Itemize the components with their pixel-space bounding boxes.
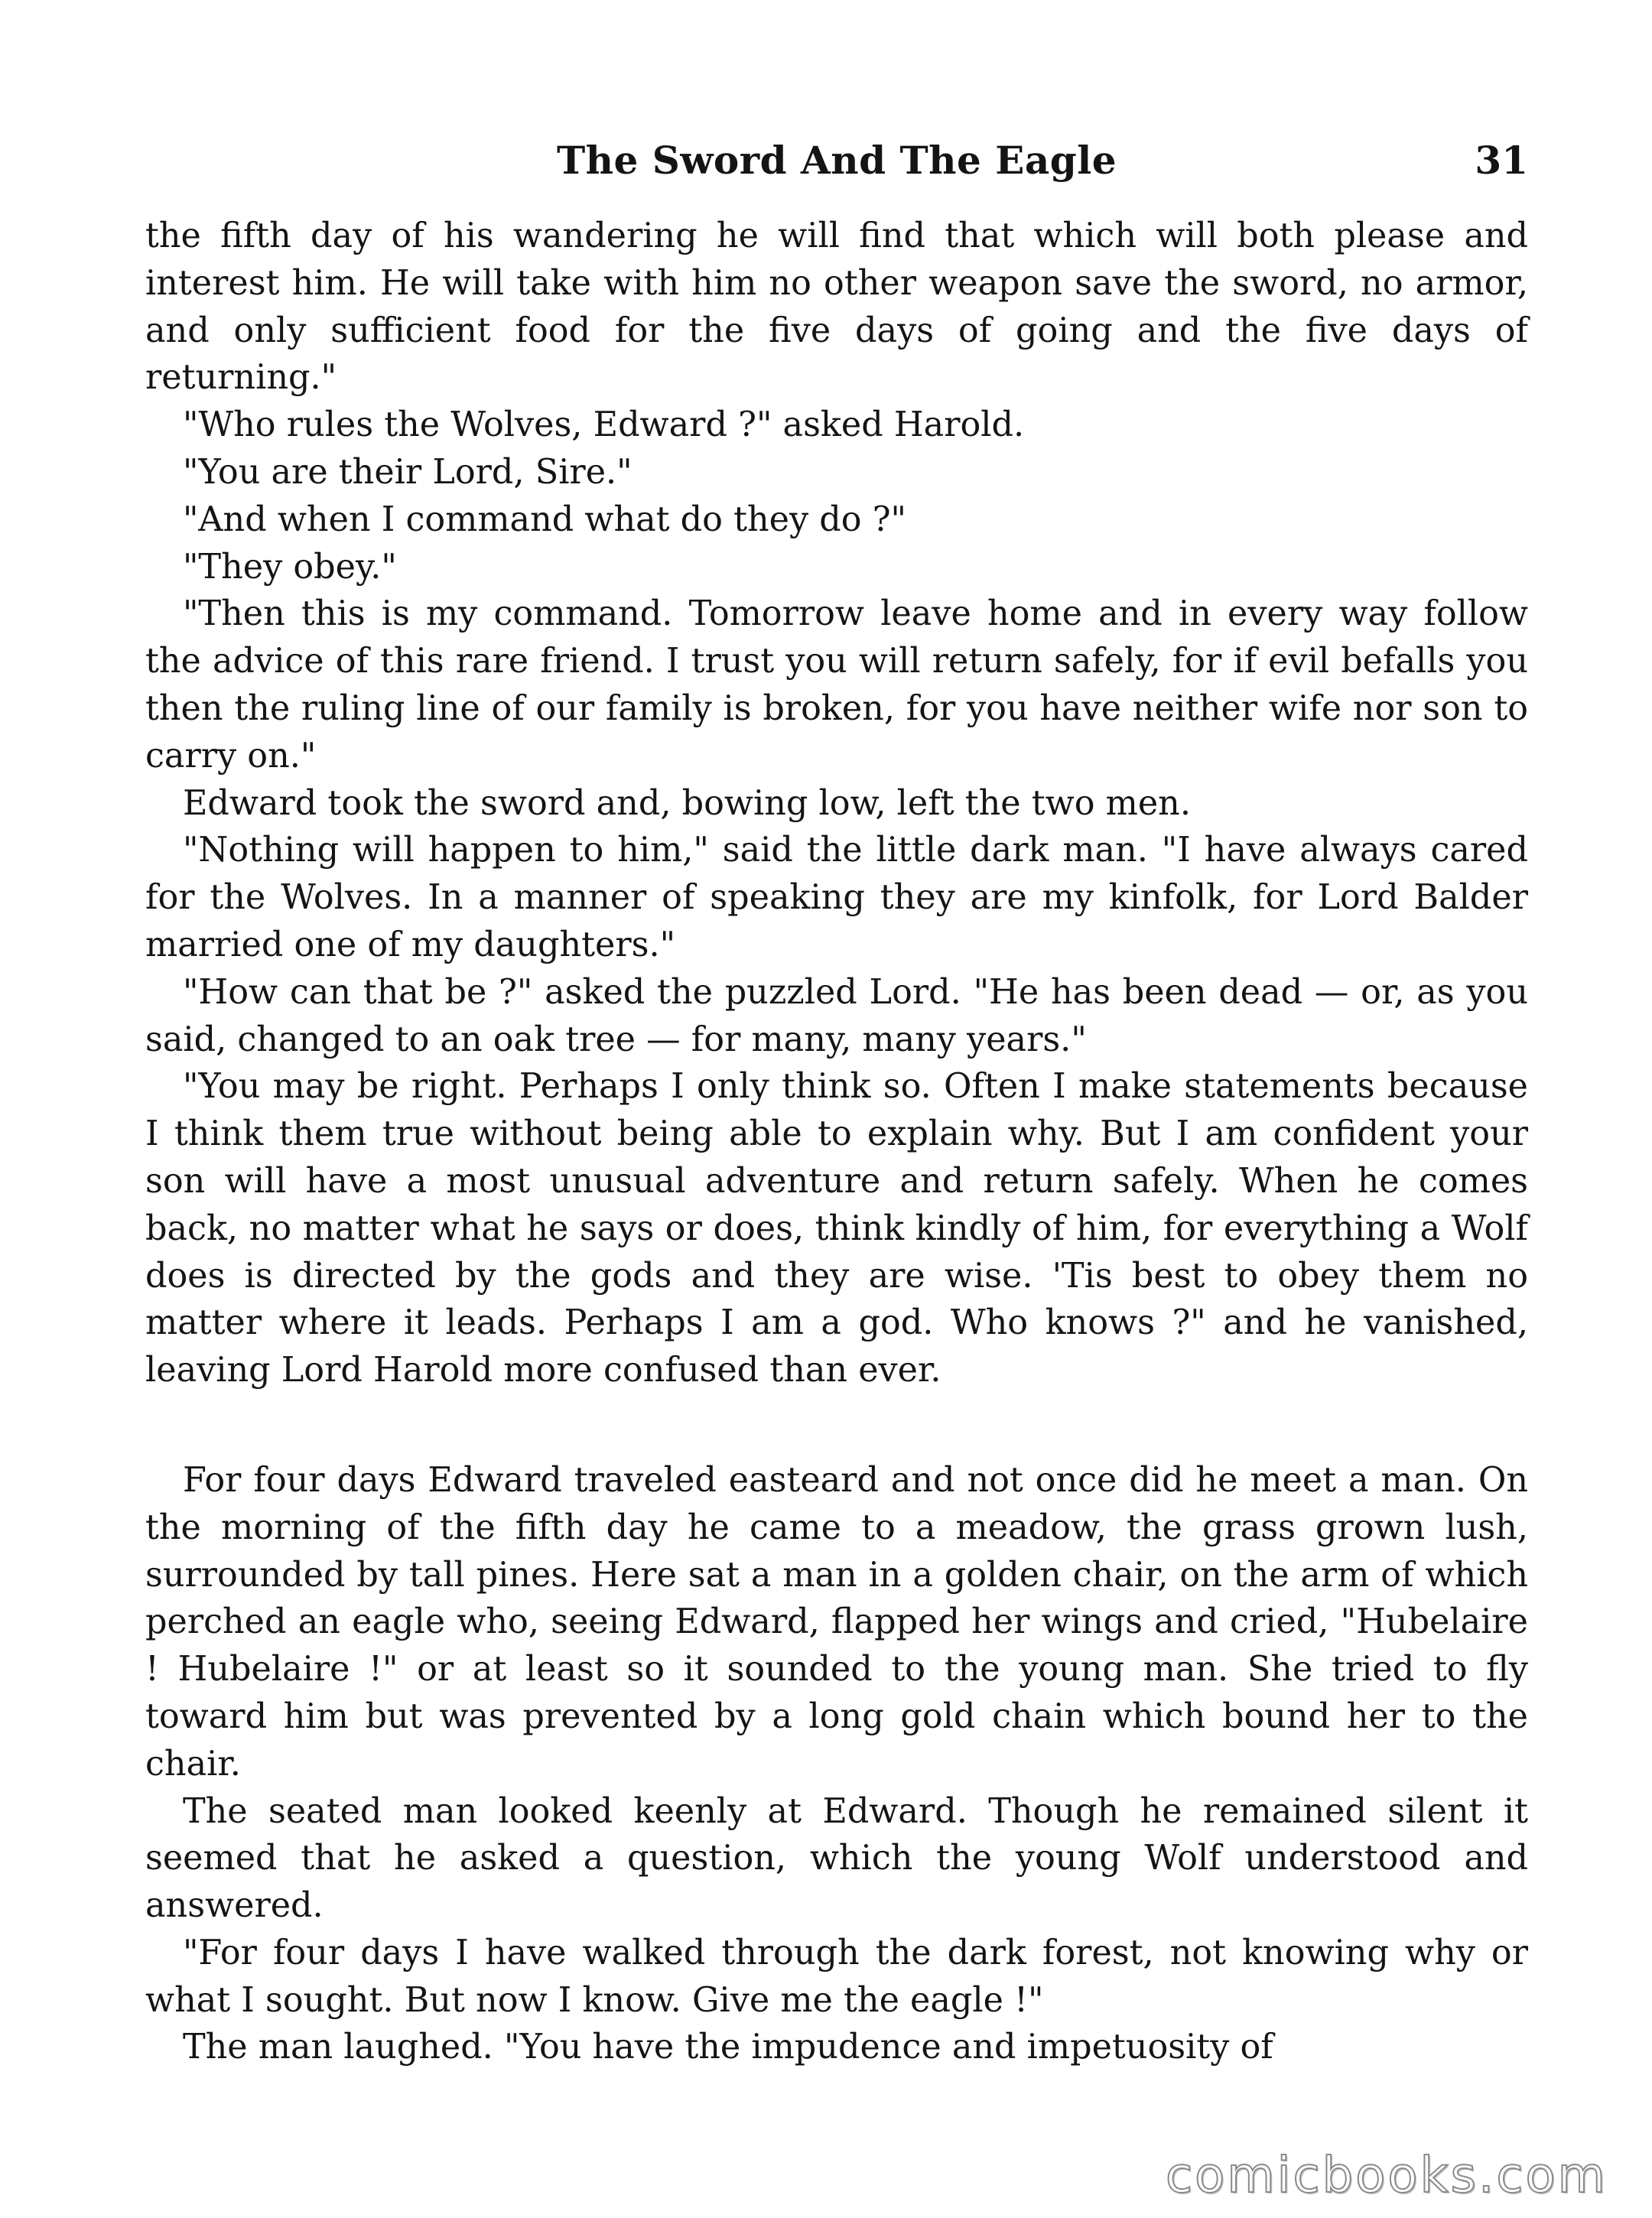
paragraph: "You may be right. Perhaps I only think so. Often I make statements because I think them true without being able to explain why. But I am confident your son will have a most unusual adventure and return safely. When he comes back, no matter what he says or does, think kindly of him, for everything a Wolf does is directed by the gods and they are wise. 'Tis best to obey them no matter where it leads. Perhaps I am a god. Who knows ?" and he vanished, leaving Lord Harold more confused than ever. <box>145 1067 1528 1390</box>
paragraph: The seated man looked keenly at Edward. Though he remained silent it seemed that he asked a question, which the young Wolf understood and answered. <box>145 1791 1528 1926</box>
page-number: 31 <box>1475 138 1528 183</box>
watermark-logo: comicbooks.com <box>1165 2148 1608 2204</box>
paragraph: "Who rules the Wolves, Edward ?" asked Harold. <box>182 405 1025 445</box>
body-text <box>145 213 1528 2071</box>
paragraph: "For four days I have walked through the dark forest, not knowing why or what I sought. But now I know. Give me the eagle !" <box>145 1933 1528 2020</box>
paragraph: The man laughed. "You have the impudence and impetuosity of <box>182 2028 1273 2067</box>
paragraph: "And when I command what do they do ?" <box>182 499 907 539</box>
paragraph: "How can that be ?" asked the puzzled Lord. "He has been dead — or, as you said, changed to an oak tree — for many, many years." <box>145 972 1528 1059</box>
paragraph: the fifth day of his wandering he will find that which will both please and interest him. He will take with him no other weapon save the sword, no armor, and only sufficient food for the five days of going and the five days of returning." <box>145 216 1528 398</box>
paragraph: "You are their Lord, Sire." <box>182 452 633 492</box>
paragraph: "They obey." <box>182 547 397 587</box>
section-break <box>145 1394 1528 1457</box>
paragraph: "Nothing will happen to him," said the little dark man. "I have always cared for the Wolves. In a manner of speaking they are my kinfolk, for Lord Balder married one of my daughters." <box>145 831 1528 964</box>
page-header <box>145 138 1528 199</box>
paragraph: For four days Edward traveled easteard and not once did he meet a man. On the morning of the fifth day he came to a meadow, the grass grown lush, surrounded by tall pines. Here sat a man in a golden chair, on the arm of which perched an eagle who, seeing Edward, flapped her wings and cried, "Hubelaire ! Hubelaire !" or at least so it sounded to the young man. She tried to fly toward him but was prevented by a long gold chain which bound her to the chair. <box>145 1460 1528 1784</box>
paragraph: Edward took the sword and, bowing low, left the two men. <box>182 783 1191 823</box>
running-title: The Sword And The Eagle <box>556 138 1117 183</box>
paragraph: "Then this is my command. Tomorrow leave home and in every way follow the advice of this rare friend. I trust you will return safely, for if evil befalls you then the ruling line of our family is broken, for you have neither wife nor son to carry on." <box>145 594 1528 776</box>
